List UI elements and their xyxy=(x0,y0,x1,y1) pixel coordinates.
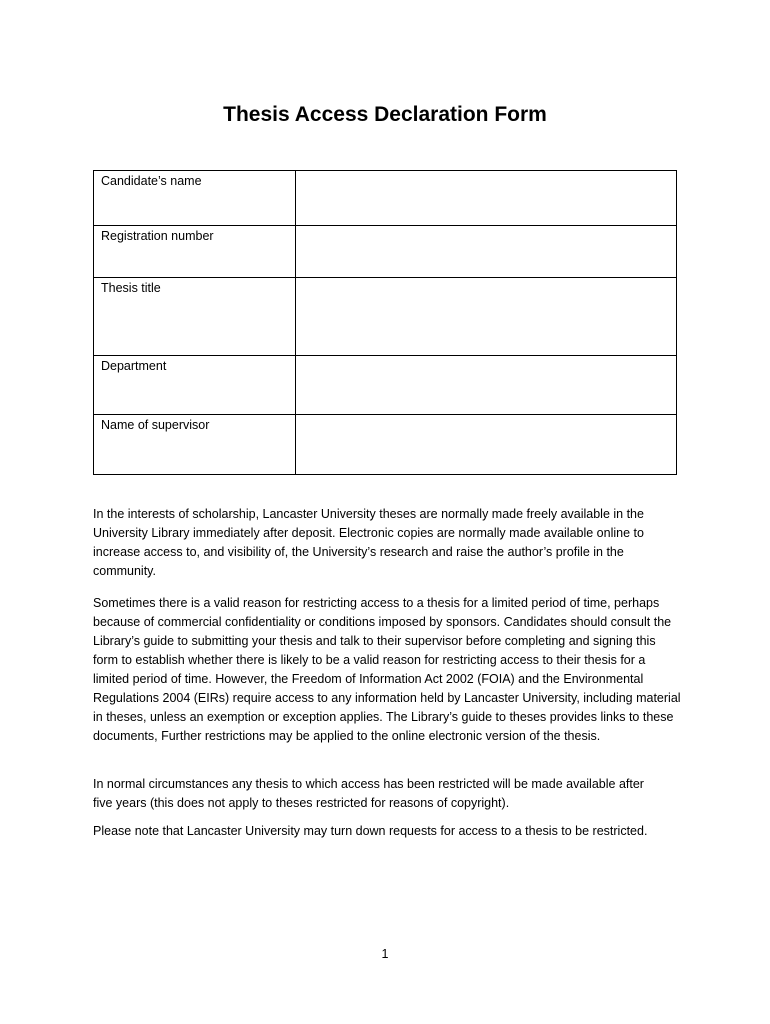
scholarship-paragraph: In the interests of scholarship, Lancaster University theses are normally made freely available in the University Library immediately after deposit. Electronic copies are normally made available online to increase access to, and visibility of, the University’s research and raise the author’s profile in the community. xyxy=(93,507,644,578)
turn-down-paragraph: Please note that Lancaster University may turn down requests for access to a thesis to be restricted. xyxy=(93,824,648,838)
restriction-paragraph: Sometimes there is a valid reason for restricting access to a thesis for a limited period of time, perhaps because of commercial confidentiality or conditions imposed by sponsors. Candidates should consult the Library’s guide to submitting your thesis and talk to their supervisor before completing and signing this form to establish whether there is likely to be a valid reason for restricting access to their thesis for a limited period of time. However, the Freedom of Information Act 2002 (FOIA) and the Environmental Regulations 2004 (EIRs) require access to any information held by Lancaster University, including material in theses, unless an exemption or exception applies. The Library’s guide to theses provides links to these documents, Further restrictions may be applied to the online electronic version of the thesis. xyxy=(93,596,681,743)
supervisor-name-label: Name of supervisor xyxy=(94,415,296,475)
table-row xyxy=(94,171,677,226)
page-number: 1 xyxy=(381,947,389,961)
candidate-name-field[interactable] xyxy=(296,171,677,226)
department-field[interactable] xyxy=(296,356,677,415)
registration-number-field[interactable] xyxy=(296,226,677,278)
thesis-title-label: Thesis title xyxy=(94,278,296,356)
five-years-paragraph: In normal circumstances any thesis to which access has been restricted will be made available after five years (this does not apply to theses restricted for reasons of copyright). xyxy=(93,777,644,810)
thesis-title-input[interactable] xyxy=(303,281,669,295)
supervisor-name-input[interactable] xyxy=(303,418,669,432)
table-row xyxy=(94,278,677,356)
page-title: Thesis Access Declaration Form xyxy=(223,103,547,126)
department-label: Department xyxy=(94,356,296,415)
table-row xyxy=(94,226,677,278)
table-row xyxy=(94,356,677,415)
department-input[interactable] xyxy=(303,359,669,373)
registration-number-label: Registration number xyxy=(94,226,296,278)
table-row xyxy=(94,415,677,475)
thesis-title-field[interactable] xyxy=(296,278,677,356)
candidate-name-input[interactable] xyxy=(303,174,669,188)
declaration-table xyxy=(93,170,677,475)
candidate-name-label: Candidate’s name xyxy=(94,171,296,226)
supervisor-name-field[interactable] xyxy=(296,415,677,475)
registration-number-input[interactable] xyxy=(303,229,669,243)
